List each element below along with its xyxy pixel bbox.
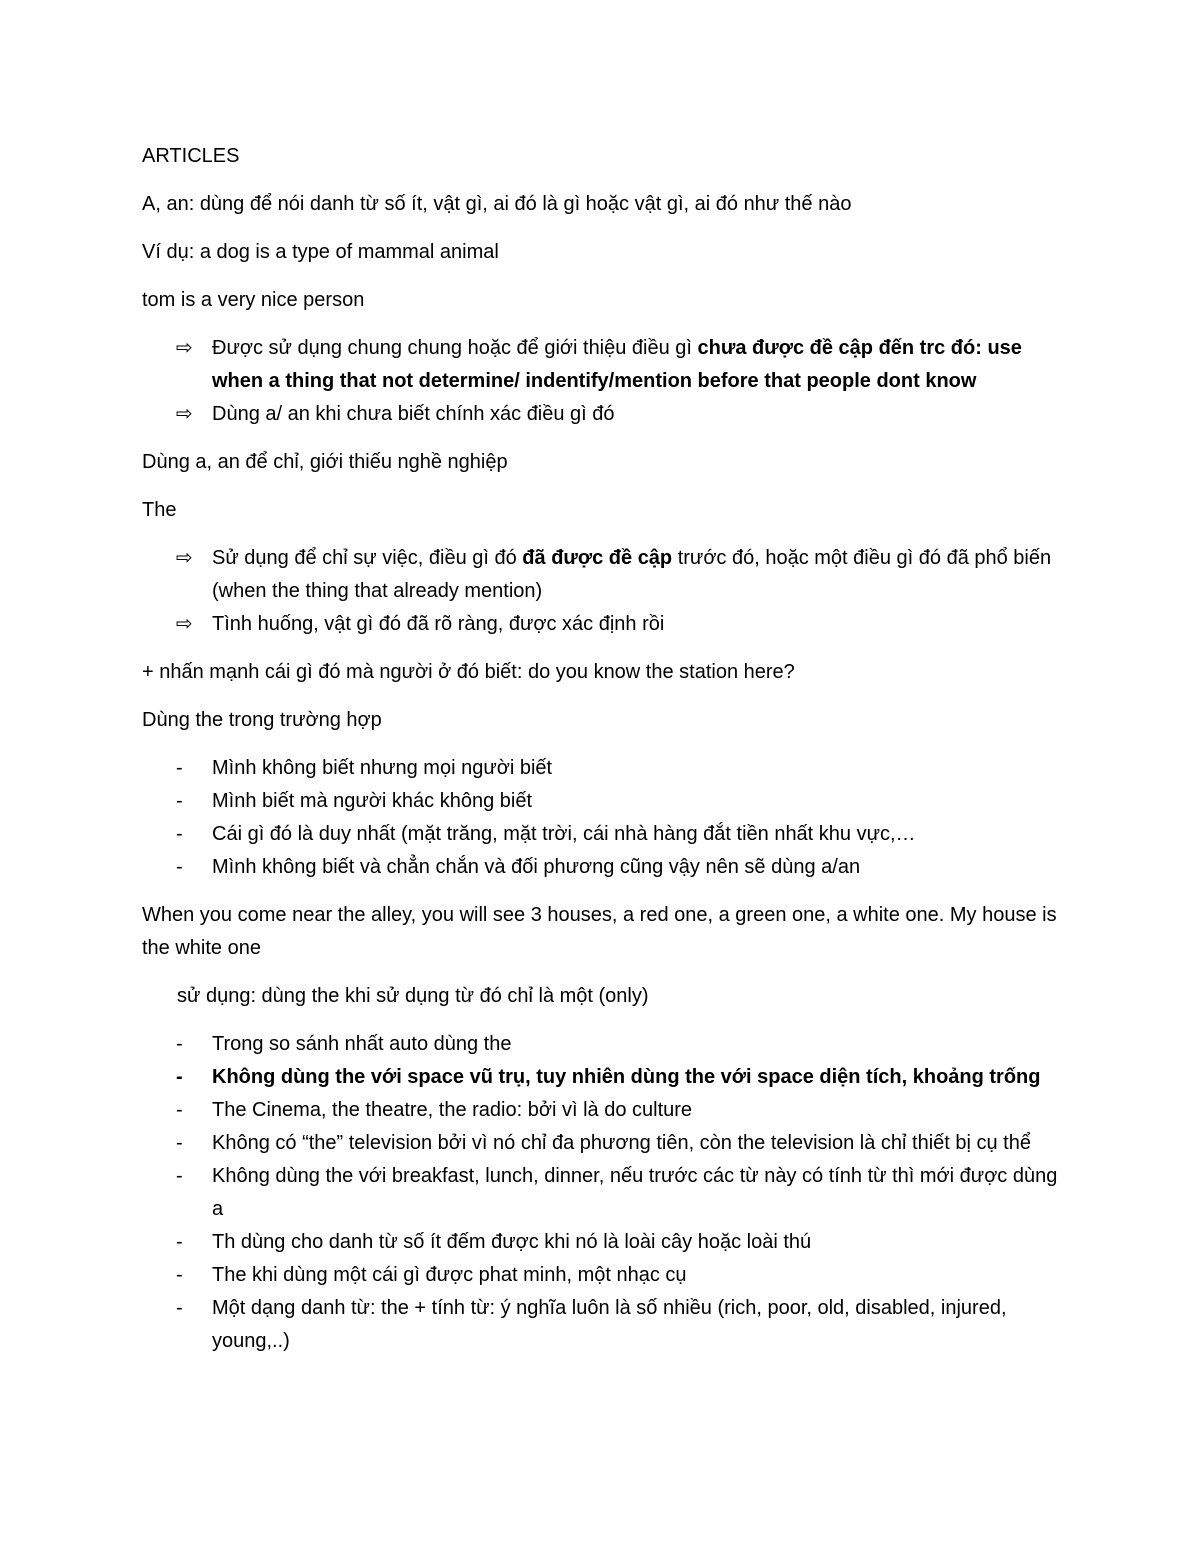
document-body: [142, 140, 1062, 1373]
arrow-list-a-an: [142, 332, 1062, 431]
list-text: trước đó, hoặc một điều gì đó đã phổ biến (when the thing that already mention): [212, 547, 1052, 602]
arrow-icon: ⇨: [176, 403, 193, 425]
paragraph-job: Dùng a, an để chỉ, giới thiếu nghề nghiệp: [142, 451, 508, 473]
dash-list-item: - Mình không biết nhưng mọi người biết: [142, 752, 1062, 785]
heading-articles: ARTICLES: [142, 145, 240, 167]
dash-list-item: - Th dùng cho danh từ số ít đếm được khi nó là loài cây hoặc loài thú: [142, 1226, 1062, 1259]
list-text: Được sử dụng chung chung hoặc để giới thiệu điều gì: [212, 337, 698, 359]
dash-list-item: - The Cinema, the theatre, the radio: bởi vì là do culture: [142, 1094, 1062, 1127]
dash-list-item: - Không dùng the với breakfast, lunch, dinner, nếu trước các từ này có tính từ thì mới được dùng a: [142, 1160, 1062, 1226]
dash-marker: -: [176, 1066, 183, 1088]
dash-marker: -: [176, 757, 183, 779]
paragraph-emphasis: + nhấn mạnh cái gì đó mà người ở đó biết: do you know the station here?: [142, 661, 795, 683]
heading-the: The: [142, 499, 177, 521]
dash-list-item: - The khi dùng một cái gì được phat minh, một nhạc cụ: [142, 1259, 1062, 1292]
arrow-list-item: [142, 332, 1062, 398]
dash-marker: -: [176, 1264, 183, 1286]
dash-list-item: - Cái gì đó là duy nhất (mặt trăng, mặt trời, cái nhà hàng đắt tiền nhất khu vực,…: [142, 818, 1062, 851]
paragraph-tom: tom is a very nice person: [142, 289, 365, 311]
paragraph-alley: When you come near the alley, you will see 3 houses, a red one, a green one, a white one. My house is the white one: [142, 904, 1057, 959]
list-text-bold: đã được đề cập: [522, 547, 673, 569]
dash-marker: -: [176, 1165, 183, 1187]
dash-marker: -: [176, 1033, 183, 1055]
dash-list-item: - Mình biết mà người khác không biết: [142, 785, 1062, 818]
dash-list-item: - Không có “the” television bởi vì nó chỉ đa phương tiên, còn the television là chỉ thiết bị cụ thể: [142, 1127, 1062, 1160]
arrow-icon: ⇨: [176, 547, 193, 569]
arrow-icon: ⇨: [176, 337, 193, 359]
list-text: Tình huống, vật gì đó đã rõ ràng, được xác định rồi: [212, 613, 665, 635]
arrow-list-item: [142, 542, 1062, 608]
paragraph-a-an: A, an: dùng để nói danh từ số ít, vật gì, ai đó là gì hoặc vật gì, ai đó như thế nào: [142, 193, 852, 215]
dash-marker: -: [176, 1132, 183, 1154]
paragraph-cases: Dùng the trong trường hợp: [142, 709, 382, 731]
arrow-icon: ⇨: [176, 613, 193, 635]
dash-marker: -: [176, 1231, 183, 1253]
dash-list-item: - Trong so sánh nhất auto dùng the: [142, 1028, 1062, 1061]
dash-list-item: - Không dùng the với space vũ trụ, tuy nhiên dùng the với space diện tích, khoảng trống: [142, 1061, 1062, 1094]
list-text-bold: chưa được đề cập đến trc đó: use when a thing that not determine/ indentify/mention before that people dont know: [212, 337, 1022, 392]
dash-marker: -: [176, 790, 183, 812]
paragraph-example: Ví dụ: a dog is a type of mammal animal: [142, 241, 499, 263]
dash-list-item: - Một dạng danh từ: the + tính từ: ý nghĩa luôn là số nhiều (rich, poor, old, disabled, injured, young,..): [142, 1292, 1062, 1358]
list-text: Sử dụng để chỉ sự việc, điều gì đó: [212, 547, 523, 569]
dash-list-cases: [142, 752, 1062, 884]
list-text: Dùng a/ an khi chưa biết chính xác điều gì đó: [212, 403, 615, 425]
arrow-list-the: [142, 542, 1062, 641]
arrow-list-item: [142, 398, 1062, 431]
dash-list-item: - Mình không biết và chẳn chắn và đối phương cũng vậy nên sẽ dùng a/an: [142, 851, 1062, 884]
dash-marker: -: [176, 823, 183, 845]
dash-marker: -: [176, 856, 183, 878]
paragraph-usage: sử dụng: dùng the khi sử dụng từ đó chỉ là một (only): [177, 985, 649, 1007]
dash-marker: -: [176, 1297, 183, 1319]
dash-list-usage: [142, 1028, 1062, 1358]
arrow-list-item: [142, 608, 1062, 641]
dash-marker: -: [176, 1099, 183, 1121]
